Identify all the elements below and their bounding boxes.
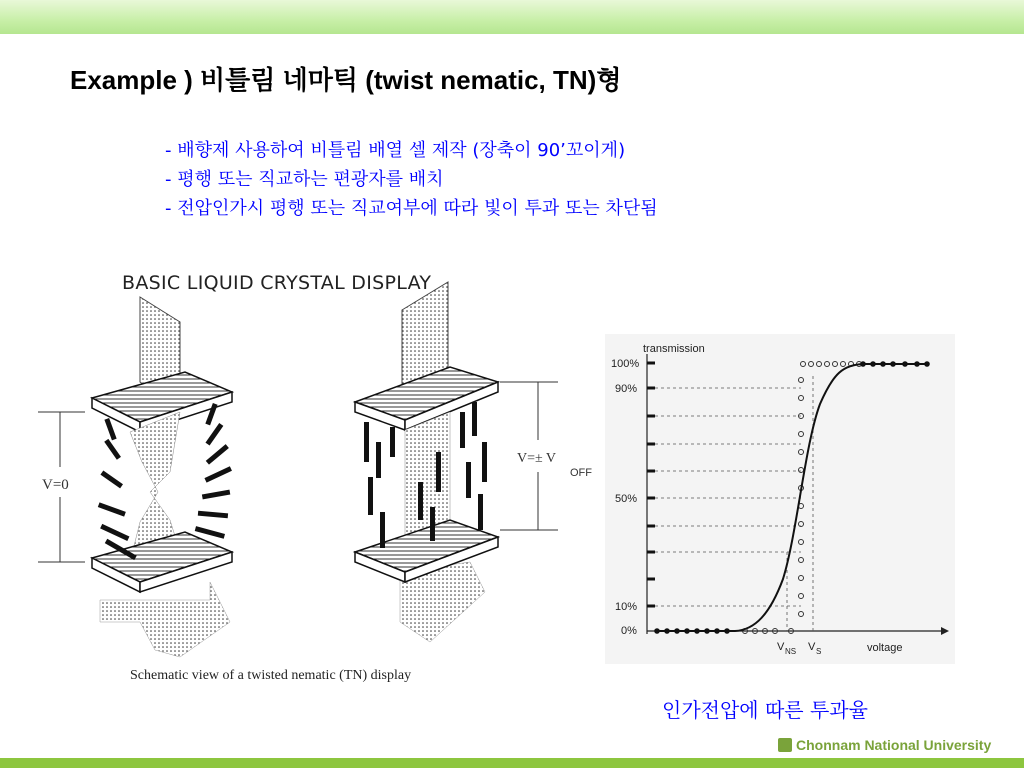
x-axis-title: voltage xyxy=(867,642,903,654)
gridlines xyxy=(655,376,813,631)
transmission-curve xyxy=(655,364,927,631)
y-tick-marks xyxy=(647,363,655,606)
y-tick-label: 50% xyxy=(615,493,638,505)
y-axis-title: transmission xyxy=(643,343,705,355)
x-tick-label: V xyxy=(777,641,785,653)
slide-title: Example ) 비틀림 네마틱 (twist nematic, TN)형 xyxy=(70,65,622,95)
left-lc-cell xyxy=(38,297,232,657)
university-name: Chonnam National University xyxy=(796,737,992,753)
right-lc-cell xyxy=(355,282,592,642)
y-tick-label: 100% xyxy=(611,358,640,370)
university-logo xyxy=(778,737,991,753)
left-voltage-label: V=0 xyxy=(42,477,69,493)
bullet-item: - 평행 또는 직교하는 편광자를 배치 xyxy=(165,165,658,194)
y-tick-label: 0% xyxy=(621,625,637,637)
lcd-figure-title: BASIC LIQUID CRYSTAL DISPLAY xyxy=(122,272,432,294)
y-tick-label: 90% xyxy=(615,383,638,395)
circle-markers xyxy=(743,362,862,634)
bullet-list xyxy=(165,136,658,223)
transmission-graph xyxy=(605,334,955,664)
y-tick-label: 10% xyxy=(615,601,638,613)
graph-caption: 인가전압에 따른 투과율 xyxy=(662,698,868,722)
bullet-item: - 배향제 사용하여 비틀림 배열 셀 제작 (장축이 90’꼬이게) xyxy=(165,136,658,165)
x-tick-sub: NS xyxy=(785,647,797,656)
bottom-decorative-bar xyxy=(0,758,1024,768)
bullet-item: - 전압인가시 평행 또는 직교여부에 따라 빛이 투과 또는 차단됨 xyxy=(165,194,658,223)
right-voltage-label: V=± V xyxy=(517,451,557,466)
university-emblem-icon xyxy=(778,738,792,752)
lcd-figure-caption: Schematic view of a twisted nematic (TN) display xyxy=(130,668,412,683)
x-tick-label: V xyxy=(808,641,816,653)
x-tick-sub: S xyxy=(816,647,822,656)
x-axis-arrow-icon xyxy=(941,627,949,635)
right-voltage-sub: OFF xyxy=(570,467,592,479)
lcd-schematic xyxy=(30,262,600,692)
top-decorative-bar xyxy=(0,0,1024,34)
dot-markers xyxy=(654,361,930,634)
